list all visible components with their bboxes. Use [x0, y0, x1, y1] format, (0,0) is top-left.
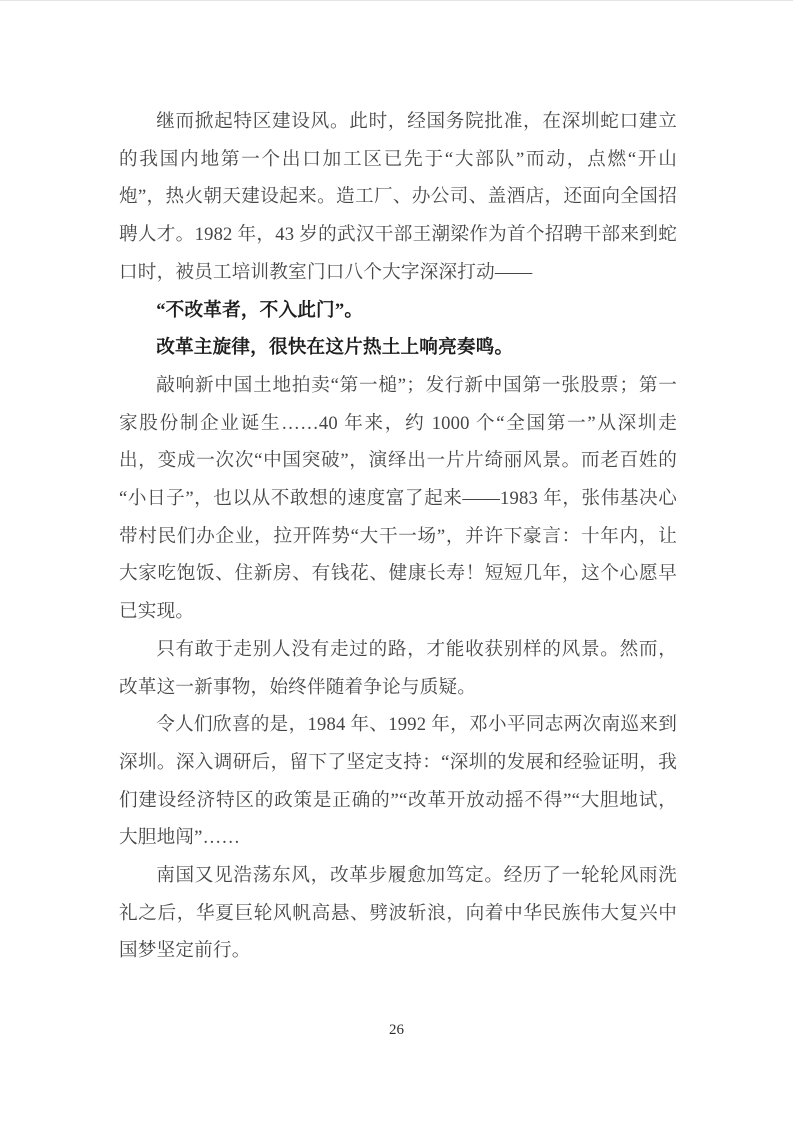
page-number: 26	[389, 1022, 404, 1038]
paragraph-shekou-construction: 继而掀起特区建设风。此时，经国务院批准，在深圳蛇口建立的我国内地第一个出口加工区已先于“大部队”而动，点燃“开山炮”，热火朝天建设起来。造工厂、办公司、盖酒店，还面向全国招聘人才。1982 年，43 岁的武汉干部王潮梁作为首个招聘干部来到蛇口时，被员工培训教室门口八个大字深深打动——	[119, 111, 677, 283]
paragraph-untrodden-road: 只有敢于走别人没有走过的路，才能收获别样的风景。然而，改革这一新事物，始终伴随着争论与质疑。	[119, 638, 677, 698]
emphasis-line-reform-theme: 改革主旋律，很快在这片热土上响亮奏鸣。	[156, 337, 514, 359]
page-edge-divider	[0, 0, 793, 1]
emphasis-line-no-reform-no-entry: “不改革者，不入此门”。	[156, 299, 364, 321]
paragraph-east-wind-closing: 南国又见浩荡东风，改革步履愈加笃定。经历了一轮轮风雨洗礼之后，华夏巨轮风帆高悬、劈波斩浪，向着中华民族伟大复兴中国梦坚定前行。	[119, 865, 677, 962]
paragraph-southern-tours: 令人们欣喜的是，1984 年、1992 年，邓小平同志两次南巡来到深圳。深入调研后，留下了坚定支持：“深圳的发展和经验证明，我们建设经济特区的政策是正确的”“改革开放动摇不得”“大胆地试，大胆地闯”……	[119, 714, 677, 849]
article-body	[119, 103, 677, 970]
paragraph-national-firsts: 敲响新中国土地拍卖“第一槌”；发行新中国第一张股票；第一家股份制企业诞生……40 年来，约 1000 个“全国第一”从深圳走出，变成一次次“中国突破”，演绎出一片片绮丽风景。而老百姓的“小日子”，也以从不敢想的速度富了起来——1983 年，张伟基决心带村民们办企业，拉开阵势“大干一场”，并许下豪言：十年内，让大家吃饱饭、住新房、有钱花、健康长寿！短短几年，这个心愿早已实现。	[119, 374, 677, 623]
